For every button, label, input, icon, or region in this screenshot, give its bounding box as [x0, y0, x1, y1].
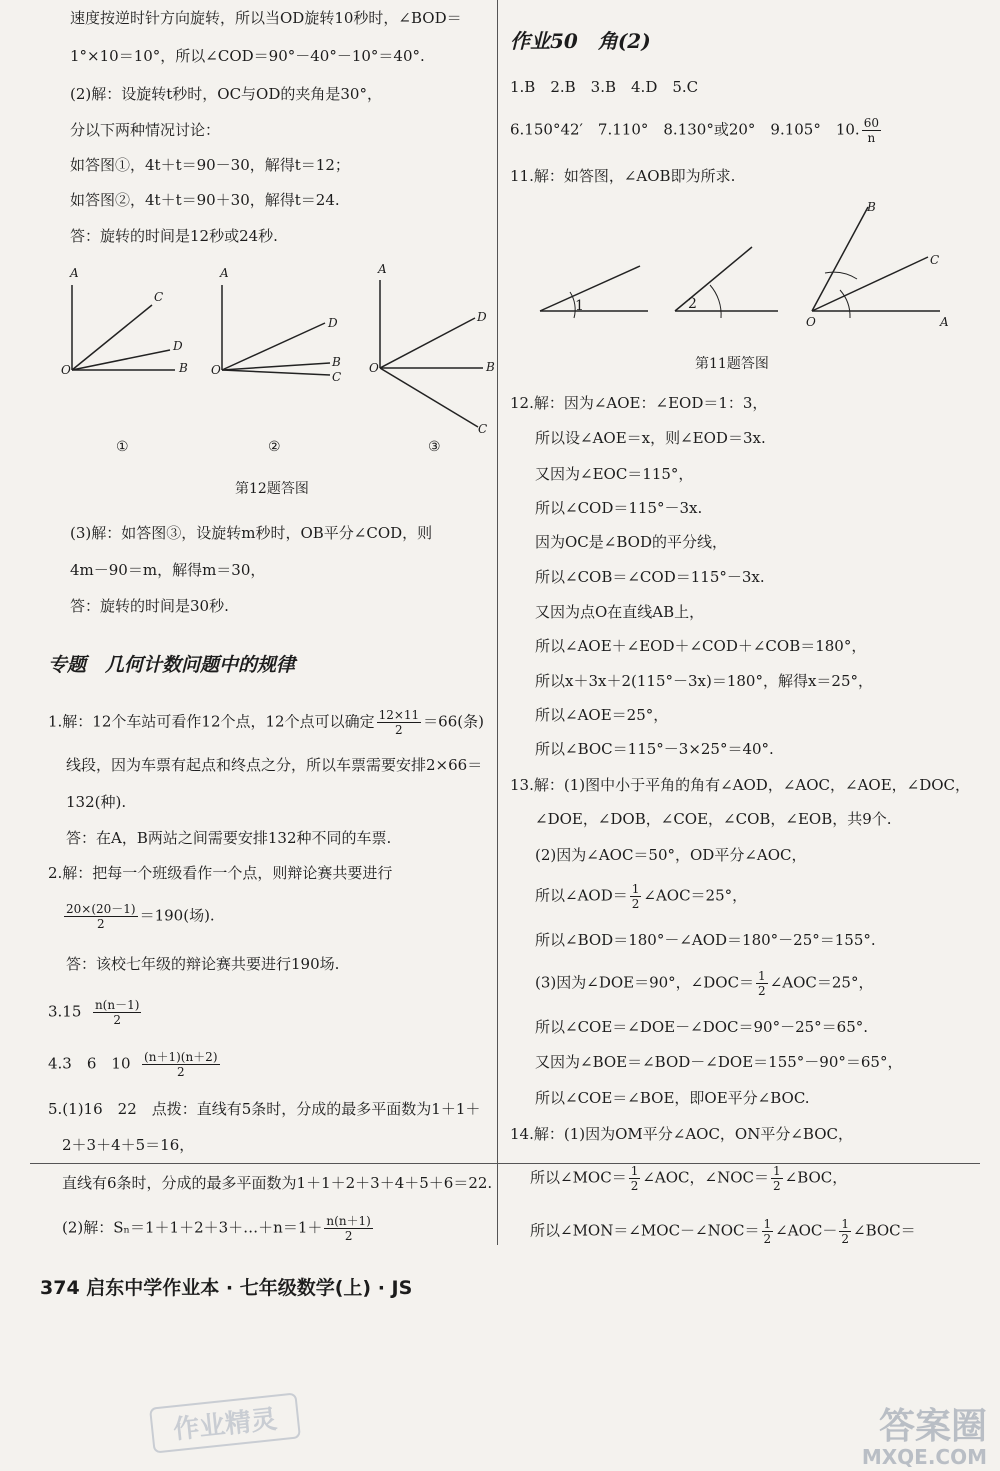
fraction-numerator: 1: [773, 1164, 781, 1178]
text-segment: ∠AOC，∠NOC＝: [642, 1168, 769, 1187]
text-line: 所以∠BOD＝180°－∠AOD＝180°－25°＝155°.: [535, 931, 876, 949]
point-label: B: [179, 361, 188, 375]
point-label: C: [930, 253, 940, 267]
figure-12-part-1: [61, 266, 188, 455]
figure-12-part-2: [211, 266, 341, 455]
fraction-numerator: n(n＋1): [326, 1214, 371, 1228]
text-line: 14.解：(1)因为OM平分∠AOC，ON平分∠BOC，: [510, 1125, 854, 1143]
text-line: 所以∠AOE＝25°，: [535, 706, 669, 724]
point-label: C: [478, 422, 488, 436]
watermark-logo: [815, 1398, 995, 1468]
fraction: [630, 882, 642, 911]
text-line: 所以∠BOC＝115°－3×25°＝40°.: [535, 740, 774, 758]
fraction-denominator: 2: [96, 917, 105, 931]
stamp-logo: [147, 1387, 302, 1458]
text-line: [62, 902, 215, 931]
text-line: 13.解：(1)图中小于平角的角有∠AOD，∠AOC，∠AOE，∠DOC，: [510, 776, 971, 794]
point-label: O: [211, 363, 221, 377]
point-label: B: [867, 200, 876, 214]
page-footer: 374 启东中学作业本 · 七年级数学(上) · JS: [40, 1277, 413, 1299]
text-line: [535, 969, 873, 998]
text-line: (2)因为∠AOC＝50°，OD平分∠AOC，: [535, 846, 807, 864]
fraction: [771, 1164, 783, 1193]
text-line: 答：该校七年级的辩论赛共要进行190场.: [66, 955, 340, 973]
fraction-numerator: 1: [630, 1164, 639, 1178]
fraction-numerator: 60: [863, 116, 879, 130]
text-segment: ＝66(条): [423, 712, 484, 731]
fraction-denominator: 2: [631, 897, 640, 911]
text-line: 又因为点O在直线AB上，: [535, 603, 705, 621]
figure-caption: 第12题答图: [235, 481, 309, 497]
fraction-numerator: 20×(20－1): [66, 902, 136, 916]
point-label: A: [378, 262, 387, 276]
text-line: [535, 882, 747, 911]
text-line: [48, 708, 484, 737]
fraction: [629, 1164, 641, 1193]
text-line: 如答图②，4t＋t＝90＋30，解得t＝24.: [70, 191, 340, 209]
figure-11-part-1: [540, 266, 648, 318]
text-segment: (3)因为∠DOE＝90°，∠DOC＝: [535, 973, 755, 992]
fraction: [142, 1050, 219, 1079]
text-line: 2.解：把每一个班级看作一个点，则辩论赛共要进行: [48, 864, 393, 882]
fraction-denominator: 2: [763, 1232, 772, 1246]
angle-label: 1: [575, 298, 584, 314]
fraction: [862, 116, 881, 145]
watermark-url: MXQE.COM: [861, 1445, 987, 1468]
point-label: B: [332, 355, 341, 369]
text-segment: (2)解：Sₙ＝1＋1＋2＋3＋…＋n＝1＋: [62, 1218, 323, 1237]
fraction-denominator: 2: [395, 723, 403, 737]
fraction: [839, 1217, 851, 1246]
fraction-denominator: n: [867, 131, 876, 145]
column-divider: [497, 0, 498, 1245]
text-line: 因为OC是∠BOD的平分线，: [535, 533, 727, 551]
section-title: 专题 几何计数问题中的规律: [48, 654, 296, 676]
figure-12-part-3: [369, 262, 495, 455]
point-label: O: [61, 363, 71, 377]
point-label: A: [940, 315, 949, 329]
text-segment: 3.15: [48, 1002, 82, 1021]
text-segment: ∠BOC＝: [853, 1221, 916, 1240]
text-line: 11.解：如答图，∠AOB即为所求.: [510, 167, 736, 185]
fraction-denominator: 2: [176, 1065, 185, 1079]
fraction: [64, 902, 138, 931]
point-label: O: [369, 361, 379, 375]
text-segment: ∠AOC－: [775, 1221, 838, 1240]
text-line: 1°×10＝10°，所以∠COD＝90°－40°－10°＝40°.: [70, 47, 425, 65]
text-line: 线段，因为车票有起点和终点之分，所以车票需要安排2×66＝: [66, 756, 483, 774]
text-segment: 4.3 6 10: [48, 1054, 131, 1073]
angle-label: 2: [688, 296, 697, 312]
text-line: 所以∠COE＝∠BOE，即OE平分∠BOC.: [535, 1089, 810, 1107]
text-line: [48, 998, 143, 1027]
text-line: 如答图①，4t＋t＝90－30，解得t＝12；: [70, 156, 350, 174]
fraction-numerator: 1: [763, 1217, 772, 1231]
text-line: (2)解：设旋转t秒时，OC与OD的夹角是30°，: [70, 85, 382, 103]
fraction-denominator: 2: [344, 1229, 353, 1243]
text-line: [530, 1164, 847, 1193]
fraction-denominator: 2: [773, 1179, 781, 1193]
text-line: 12.解：因为∠AOE：∠EOD＝1：3，: [510, 394, 768, 412]
fraction-denominator: 2: [758, 984, 766, 998]
figure-number: ③: [428, 439, 441, 455]
text-line: 速度按逆时针方向旋转，所以当OD旋转10秒时，∠BOD＝: [70, 9, 462, 27]
text-line: 2＋3＋4＋5＝16，: [62, 1136, 195, 1154]
figure-11-part-2: [675, 247, 778, 318]
fraction-numerator: 1: [758, 969, 766, 983]
fraction-numerator: 1: [841, 1217, 849, 1231]
figure-number: ②: [268, 439, 281, 455]
text-line: 所以∠COE＝∠DOE－∠DOC＝90°－25°＝65°.: [535, 1018, 869, 1036]
stamp-text: 作业精灵: [171, 1404, 279, 1446]
watermark-text: 答案圈: [878, 1406, 987, 1447]
point-label: B: [486, 360, 495, 374]
fraction-numerator: n(n－1): [94, 998, 140, 1012]
text-line: [48, 1050, 222, 1079]
text-line: 又因为∠EOC＝115°，: [535, 465, 694, 483]
point-label: D: [477, 310, 487, 324]
text-line: 答：在A，B两站之间需要安排132种不同的车票.: [66, 829, 392, 847]
fraction-denominator: 2: [630, 1179, 639, 1193]
point-label: A: [70, 266, 79, 280]
point-label: D: [173, 339, 183, 353]
figure-11-part-3: [806, 200, 949, 329]
text-line: 4m－90＝m，解得m＝30，: [70, 561, 266, 579]
fraction-numerator: 12×11: [378, 708, 420, 722]
text-segment: 6.150°42′ 7.110° 8.130°或20° 9.105° 10.: [510, 120, 860, 139]
text-line: 又因为∠BOE＝∠BOD－∠DOE＝155°－90°＝65°，: [535, 1053, 903, 1071]
figure-number: ①: [116, 439, 129, 455]
figure-11-answer: [530, 195, 980, 340]
text-segment: ∠BOC，: [784, 1168, 848, 1187]
fraction: [93, 998, 141, 1027]
text-line: 所以设∠AOE＝x，则∠EOD＝3x.: [535, 429, 766, 447]
text-line: [530, 1217, 916, 1246]
text-segment: ∠AOC＝25°，: [643, 886, 748, 905]
point-label: D: [328, 316, 338, 330]
text-line: 答：旋转的时间是30秒.: [70, 597, 229, 615]
text-line: 所以∠AOE＋∠EOD＋∠COD＋∠COB＝180°，: [535, 637, 867, 655]
point-label: A: [220, 266, 229, 280]
text-line: 分以下两种情况讨论：: [70, 121, 221, 139]
fraction-numerator: 1: [631, 882, 640, 896]
text-line: 所以x＋3x＋2(115°－3x)＝180°，解得x＝25°，: [535, 672, 874, 690]
text-line: 132(种).: [66, 793, 127, 811]
text-segment: 所以∠MON＝∠MOC－∠NOC＝: [530, 1221, 760, 1240]
text-line: 1.B 2.B 3.B 4.D 5.C: [510, 78, 699, 96]
point-label: C: [154, 290, 164, 304]
text-line: [62, 1214, 375, 1243]
text-line: 所以∠COB＝∠COD＝115°－3x.: [535, 568, 765, 586]
figure-12-answer: [50, 255, 500, 470]
text-segment: 所以∠AOD＝: [535, 886, 628, 905]
text-line: ∠DOE，∠DOB，∠COE，∠COB，∠EOB，共9个.: [535, 810, 892, 828]
text-segment: 所以∠MOC＝: [530, 1168, 627, 1187]
point-label: O: [806, 315, 816, 329]
point-label: C: [332, 370, 342, 384]
text-segment: ∠AOC＝25°，: [769, 973, 874, 992]
text-segment: ＝190(场).: [139, 906, 215, 925]
text-line: 所以∠COD＝115°－3x.: [535, 499, 703, 517]
fraction-denominator: 2: [113, 1013, 121, 1027]
fraction: [324, 1214, 372, 1243]
fraction-denominator: 2: [841, 1232, 849, 1246]
figure-caption: 第11题答图: [695, 356, 769, 372]
fraction: [756, 969, 768, 998]
fraction: [377, 708, 422, 737]
text-line: [510, 116, 883, 145]
fraction: [762, 1217, 774, 1246]
text-line: 5.(1)16 22 点拨：直线有5条时，分成的最多平面数为1＋1＋: [48, 1100, 481, 1118]
section-title: 作业50 角(2): [510, 29, 651, 53]
text-line: 答：旋转的时间是12秒或24秒.: [70, 227, 278, 245]
text-line: (3)解：如答图③，设旋转m秒时，OB平分∠COD，则: [70, 524, 433, 542]
text-segment: 1.解：12个车站可看作12个点，12个点可以确定: [48, 712, 375, 731]
text-line: 直线有6条时，分成的最多平面数为1＋1＋2＋3＋4＋5＋6＝22.: [62, 1174, 493, 1192]
fraction-numerator: (n＋1)(n＋2): [144, 1050, 218, 1064]
